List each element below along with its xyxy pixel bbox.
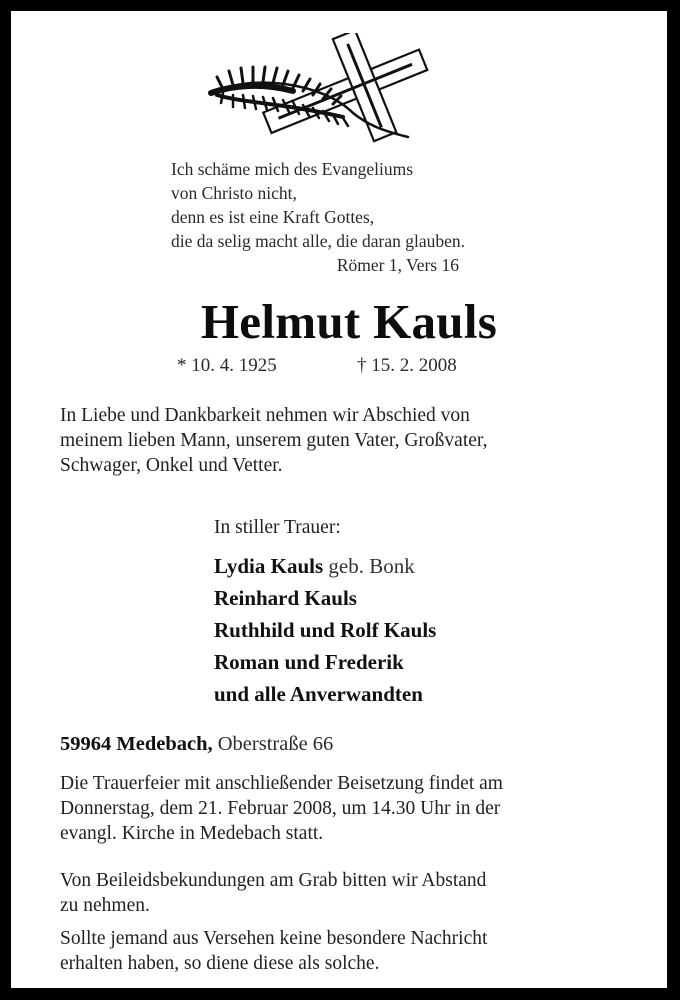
mourner-entry <box>214 550 436 582</box>
address-street: Oberstraße 66 <box>212 733 334 755</box>
mourner-entry: und alle Anverwandten <box>214 682 423 706</box>
mourners-label: In stiller Trauer: <box>214 517 341 538</box>
mourner-entry: Roman und Frederik <box>214 650 404 674</box>
paragraph-line: Donnerstag, dem 21. Februar 2008, um 14.30 Uhr in der <box>60 798 501 819</box>
address-city: 59964 Medebach, <box>60 733 213 755</box>
cross-with-palm-branch-icon <box>203 33 433 145</box>
family-address <box>60 733 333 756</box>
paragraph-line: In Liebe und Dankbarkeit nehmen wir Abschied von <box>60 405 470 426</box>
mourner-entry: Ruthhild und Rolf Kauls <box>214 618 437 642</box>
verse-line: Ich schäme mich des Evangeliums <box>171 159 414 179</box>
maiden-name: geb. Bonk <box>323 554 415 578</box>
paragraph-line: Schwager, Onkel und Vetter. <box>60 455 283 476</box>
mourner-entry: Reinhard Kauls <box>214 586 357 610</box>
verse-reference: Römer 1, Vers 16 <box>336 255 459 275</box>
paragraph-line: meinem lieben Mann, unserem guten Vater, Großvater, <box>60 430 488 451</box>
mourner-name: Lydia Kauls <box>214 554 324 578</box>
condolence-paragraph <box>60 868 486 918</box>
paragraph-line: zu nehmen. <box>60 895 150 916</box>
mourners-list <box>214 550 436 710</box>
paragraph-line: Von Beileidsbekundungen am Grab bitten wir Abstand <box>60 870 487 891</box>
paragraph-line: evangl. Kirche in Medebach statt. <box>60 823 324 844</box>
birth-date: * 10. 4. 1925 <box>177 355 277 376</box>
ceremony-paragraph <box>60 771 503 846</box>
verse-line: von Christo nicht, <box>171 183 297 203</box>
bible-verse <box>171 157 465 277</box>
paragraph-line: Die Trauerfeier mit anschließender Beisetzung findet am <box>60 773 503 794</box>
paragraph-line: erhalten haben, so diene diese als solche. <box>60 953 380 974</box>
verse-line: denn es ist eine Kraft Gottes, <box>171 207 375 227</box>
verse-line: die da selig macht alle, die daran glauben. <box>171 231 465 251</box>
death-date: † 15. 2. 2008 <box>357 355 457 376</box>
notice-paragraph <box>60 926 487 976</box>
deceased-name: Helmut Kauls <box>200 294 498 349</box>
farewell-paragraph <box>60 403 488 478</box>
obituary-notice <box>11 11 667 988</box>
paragraph-line: Sollte jemand aus Versehen keine besondere Nachricht <box>60 928 488 949</box>
